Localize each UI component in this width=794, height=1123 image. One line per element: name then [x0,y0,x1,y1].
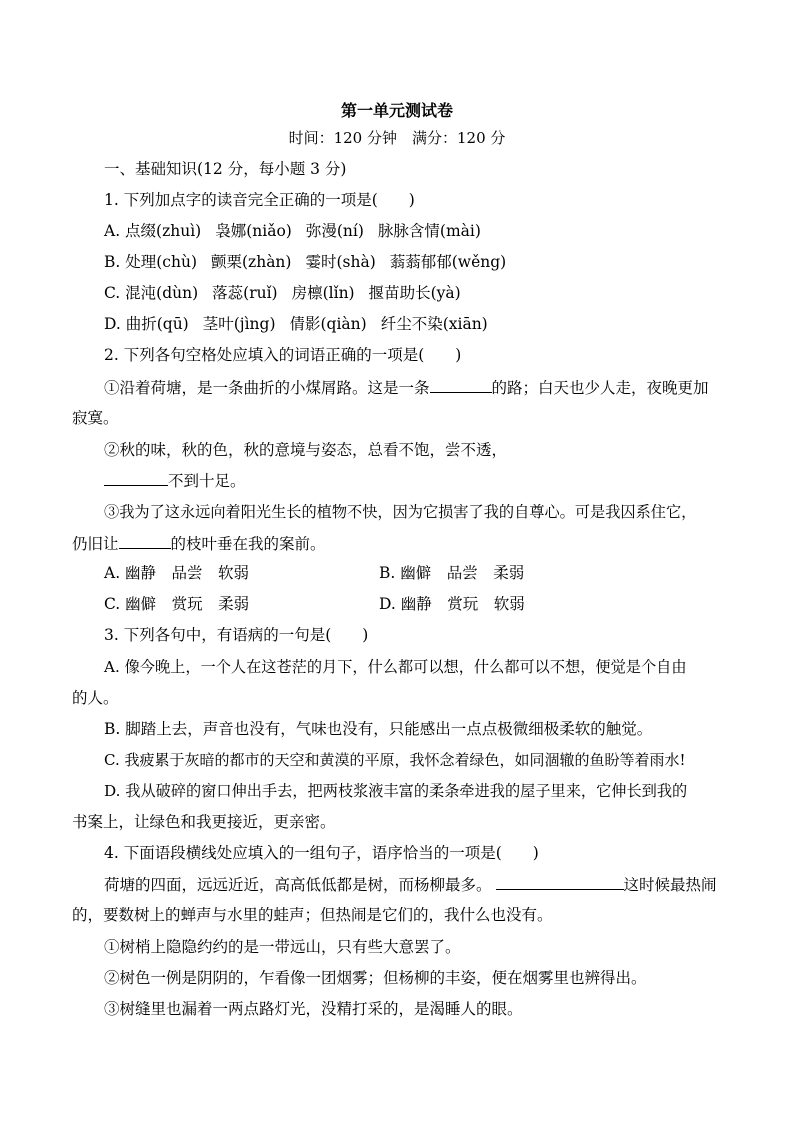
question-2-option-c: C. 幽僻 赏玩 柔弱 [104,595,250,613]
question-4-sentence-1: ①树梢上隐隐约约的是一带远山，只有些大意罢了。 [104,938,461,956]
passage-text: 荷塘的四面，远远近近，高高低低都是树，而杨柳最多。 [104,876,492,894]
fill-blank [104,469,168,486]
question-2-sentence-3: ③我为了这永远向着阳光生长的植物不快，因为它损害了我的自尊心。可是我囚系住它， [104,503,697,521]
option-item: 颤栗(zhàn) [211,253,292,271]
option-item: 揠苗助长(yà) [368,284,461,302]
sentence-text: 仍旧让 [72,535,119,553]
fill-blank [119,532,171,549]
fill-blank [430,376,492,393]
question-4-stem: 4. 下面语段横线处应填入的一组句子，语序恰当的一项是( ) [104,844,539,862]
question-4-sentence-3: ③树缝里也漏着一两点路灯光，没精打采的，是渴睡人的眼。 [104,1000,523,1018]
option-item: B. 处理(chù) [104,253,197,271]
option-item: A. 点缀(zhuì) [104,222,202,240]
question-2-option-a: A. 幽静 品尝 软弱 [104,564,250,582]
sentence-text: 的路；白天也少人走，夜晚更加 [491,379,709,397]
question-3-option-a-cont: 的人。 [72,689,119,707]
option-item: 茎叶(jìng) [202,315,276,333]
question-2-option-d: D. 幽静 赏玩 软弱 [379,595,525,613]
question-1-option-c [104,282,475,304]
question-3-option-c: C. 我疲累于灰暗的都市的天空和黄漠的平原，我怀念着绿色，如同涸辙的鱼盼等着雨水! [104,751,686,769]
question-2-option-b: B. 幽僻 品尝 柔弱 [379,564,525,582]
option-item: 倩影(qiàn) [289,315,367,333]
question-3-stem: 3. 下列各句中，有语病的一句是( ) [104,626,369,644]
option-item: 蓊蓊郁郁(wěng) [389,253,507,271]
question-4-passage-cont: 的，要数树上的蝉声与水里的蛙声；但热闹是它们的，我什么也没有。 [72,906,553,924]
option-item: 袅娜(niǎo) [215,222,292,240]
question-1-option-d [104,313,502,335]
fill-blank [496,873,624,890]
question-1-stem: 1. 下列加点字的读音完全正确的一项是( ) [104,191,415,209]
option-item: 脉脉含情(mài) [377,222,481,240]
question-2-sentence-3-cont [72,532,326,555]
question-2-stem: 2. 下列各句空格处应填入的词语正确的一项是( ) [104,346,462,364]
option-item: C. 混沌(dùn) [104,284,199,302]
question-2-sentence-2: ②秋的味，秋的色，秋的意境与姿态，总看不饱，尝不透， [104,441,508,459]
option-item: 纤尘不染(xiān) [380,315,488,333]
page-title: 第一单元测试卷 [340,101,453,120]
passage-text: 这时候最热闹 [623,876,717,894]
question-3-option-d-cont: 书案上，让绿色和我更接近，更亲密。 [72,813,336,831]
question-3-option-b: B. 脚踏上去，声音也没有，气味也没有，只能感出一点点极微细极柔软的触觉。 [104,720,653,738]
question-3-option-a: A. 像今晚上，一个人在这苍茫的月下，什么都可以想，什么都可以不想，便觉是个自由 [104,658,687,676]
sentence-text: 的枝叶垂在我的案前。 [170,535,326,553]
option-item: 房檩(lǐn) [291,284,355,302]
sentence-text: 不到十足。 [168,472,246,490]
option-item: 弥漫(ní) [305,222,364,240]
question-4-sentence-2: ②树色一例是阴阴的，乍看像一团烟雾；但杨柳的丰姿，便在烟雾里也辨得出。 [104,969,647,987]
question-2-sentence-1-cont: 寂寞。 [72,409,119,427]
question-1-option-a [104,220,495,242]
option-item: 霎时(shà) [305,253,376,271]
question-2-sentence-1 [104,376,709,399]
question-2-sentence-2-cont [104,469,246,492]
question-3-option-d: D. 我从破碎的窗口伸出手去，把两枝浆液丰富的柔条牵进我的屋子里来，它伸长到我的 [104,782,688,800]
exam-time-score: 时间：120 分钟 满分：120 分 [288,129,506,147]
option-item: D. 曲折(qū) [104,315,189,333]
sentence-text: ①沿着荷塘，是一条曲折的小煤屑路。这是一条 [104,379,430,397]
option-item: 落蕊(ruǐ) [212,284,278,302]
question-1-option-b [104,251,520,273]
question-4-passage [104,873,717,896]
section-heading: 一、基础知识(12 分，每小题 3 分) [104,160,347,178]
